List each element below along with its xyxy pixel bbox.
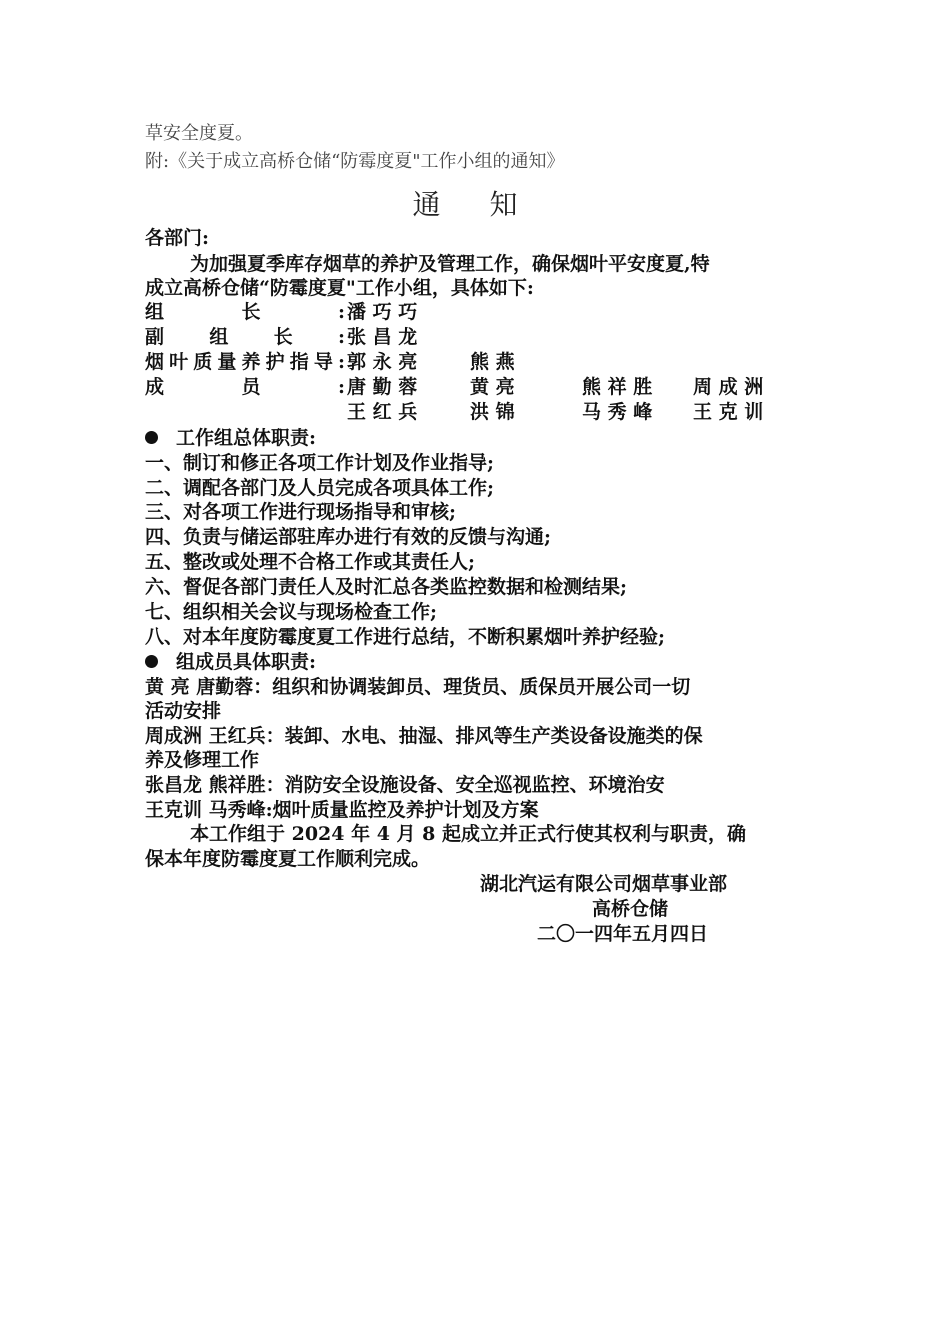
duty-item: 八、对本年度防霉度夏工作进行总结，不断积累烟叶养护经验; (145, 626, 666, 648)
duty-item: 一、制订和修正各项工作计划及作业指导; (145, 452, 495, 474)
bullet-icon (145, 655, 158, 668)
signature-org: 湖北汽运有限公司烟草事业部 (480, 873, 728, 895)
guide-name-2: 熊 燕 (470, 351, 515, 373)
member-name: 洪 锦 (470, 401, 515, 423)
guide-name-1: 郭 永 亮 (347, 351, 418, 373)
member-duty-line: 养及修理工作 (145, 749, 260, 771)
member-duty-line: 王克训 马秀峰:烟叶质量监控及养护计划及方案 (145, 799, 539, 821)
member-name: 周 成 洲 (693, 376, 764, 398)
closing-line-1: 本工作组于 2024 年 4 月 8 起成立并正式行使其权利与职责，确 (190, 823, 747, 845)
member-name: 王 克 训 (693, 401, 764, 423)
member-duty-line: 黄 亮 唐勤蓉：组织和协调装卸员、理货员、质保员开展公司一切 (145, 676, 691, 698)
member-name: 熊 祥 胜 (582, 376, 653, 398)
leader-label: 组长: (145, 301, 345, 323)
salutation: 各部门: (145, 227, 210, 249)
member-duties-heading: 组成员具体职责: (145, 650, 316, 674)
member-name: 唐 勤 蓉 (347, 376, 418, 398)
duty-item: 五、整改或处理不合格工作或其责任人; (145, 551, 476, 573)
member-duty-line: 张昌龙 熊祥胜：消防安全设施设备、安全巡视监控、环境治安 (145, 774, 665, 796)
member-duty-line: 周成洲 王红兵：装卸、水电、抽湿、排风等生产类设备设施类的保 (145, 725, 703, 747)
duty-item: 七、组织相关会议与现场检查工作; (145, 601, 438, 623)
duty-item: 二、调配各部门及人员完成各项具体工作; (145, 477, 495, 499)
leader-name: 潘 巧 巧 (347, 301, 418, 323)
duty-item: 六、督促各部门责任人及时汇总各类监控数据和检测结果; (145, 576, 628, 598)
member-name: 王 红 兵 (347, 401, 418, 423)
member-duty-line: 活动安排 (145, 700, 222, 722)
signature-unit: 高桥仓储 (592, 898, 669, 920)
signature-date: 二〇一四年五月四日 (537, 923, 709, 945)
deputy-name: 张 昌 龙 (347, 326, 418, 348)
deputy-label: 副组长: (145, 326, 345, 348)
paragraph-1-line-2: 成立高桥仓储“防霉度夏"工作小组，具体如下: (145, 277, 534, 299)
bullet-icon (145, 431, 158, 444)
duties-heading: 工作组总体职责: (145, 426, 316, 450)
paragraph-1-line-1: 为加强夏季库存烟草的养护及管理工作，确保烟叶平安度夏,特 (190, 253, 710, 275)
member-name: 马 秀 峰 (582, 401, 653, 423)
notice-title: 通 知 (412, 188, 538, 221)
attachment-line: 附:《关于成立高桥仓储“防霉度夏"工作小组的通知》 (145, 151, 565, 172)
duty-item: 三、对各项工作进行现场指导和审核; (145, 501, 457, 523)
intro-line-1: 草安全度夏。 (145, 123, 253, 144)
duty-item: 四、负责与储运部驻库办进行有效的反馈与沟通; (145, 526, 552, 548)
closing-line-2: 保本年度防霉度夏工作顺利完成。 (145, 848, 431, 870)
members-label: 成员: (145, 376, 345, 398)
member-name: 黄 亮 (470, 376, 515, 398)
guide-label: 烟叶质量养护指导: (145, 351, 345, 373)
